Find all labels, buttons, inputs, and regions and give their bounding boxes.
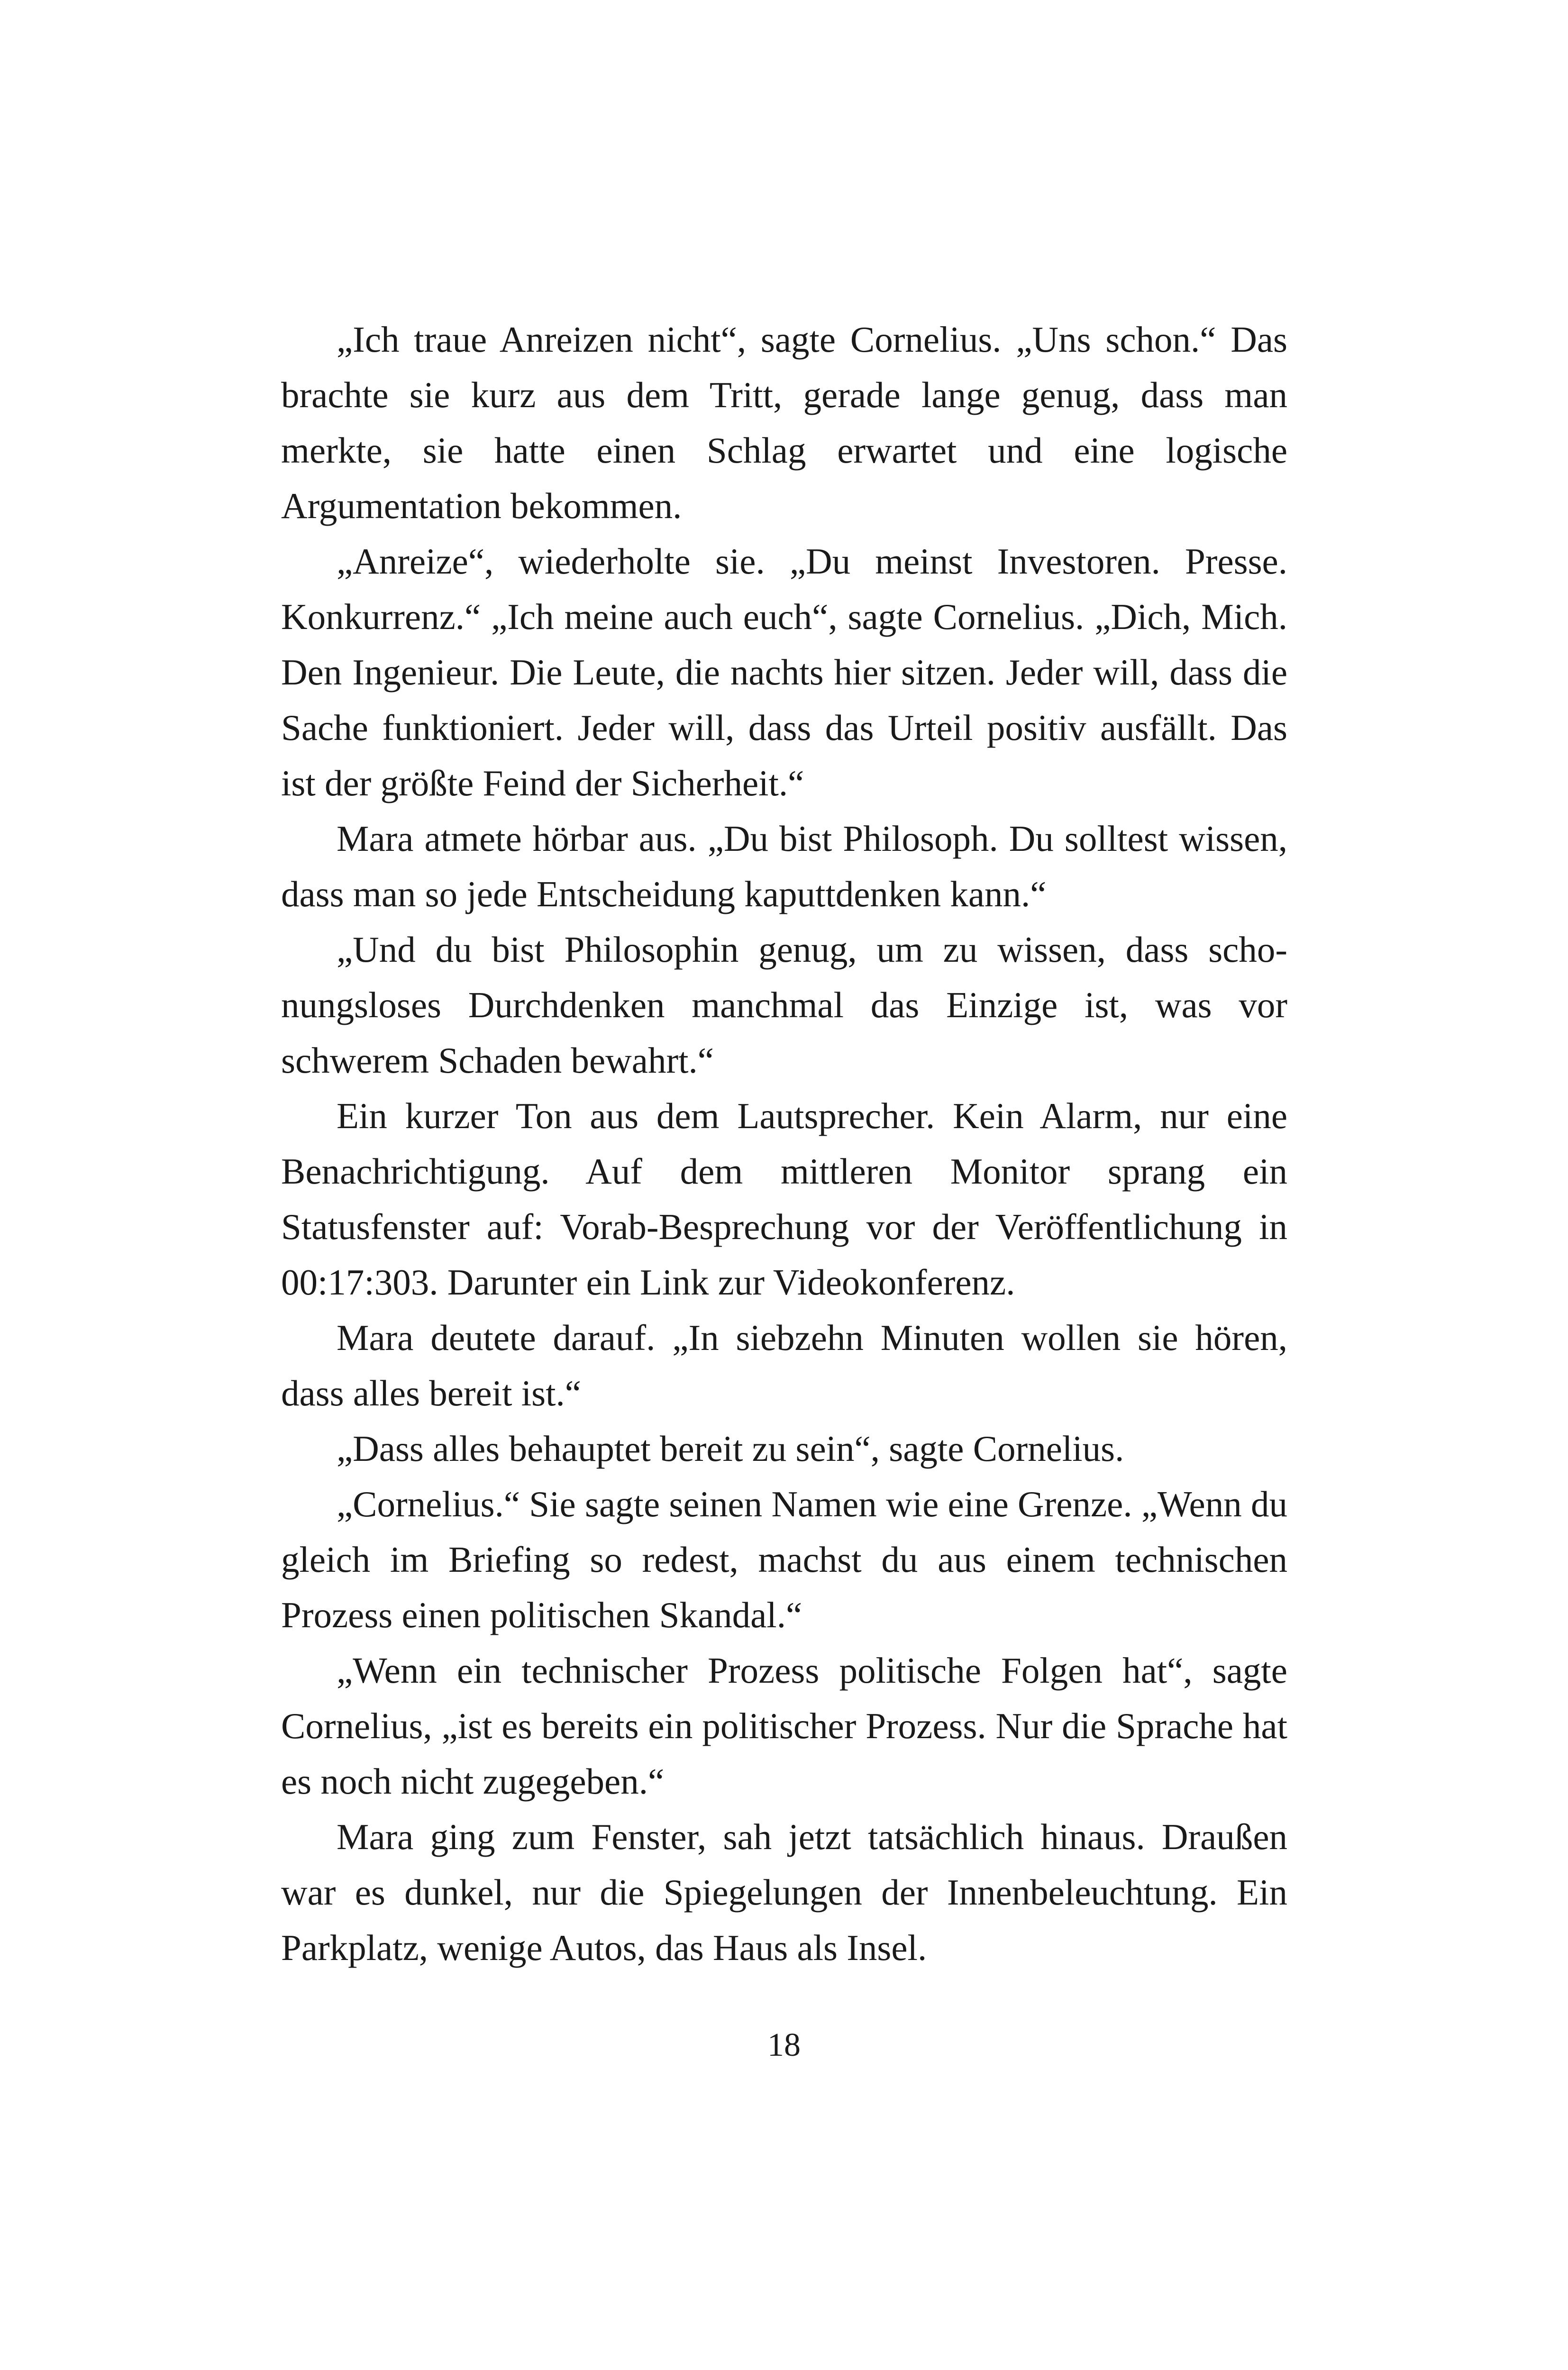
paragraph-3: Mara atmete hörbar aus. „Du bist Philosoph. Du solltest wissen, dass man so jede Entscheidung kaputtdenken kann.“ bbox=[281, 818, 1287, 914]
paragraph-8: „Cornelius.“ Sie sagte seinen Namen wie eine Grenze. „Wenn du gleich im Briefing so redest, machst du aus einem technischen Prozess einen politischen Skandal.“ bbox=[281, 1484, 1287, 1635]
paragraph-7: „Dass alles behauptet bereit zu sein“, sagte Cornelius. bbox=[337, 1428, 1124, 1469]
paragraph-5: Ein kurzer Ton aus dem Lautsprecher. Kein Alarm, nur eine Benachrichtigung. Auf dem mittleren Monitor sprang ein Statusfenster auf: Vorab-Besprechung vor der Veröffentlichung in 00:17:303. Darunter ein Link zur Videokonferenz. bbox=[281, 1095, 1287, 1303]
body-text bbox=[281, 312, 1287, 1976]
paragraph-6: Mara deutete darauf. „In siebzehn Minuten wollen sie hören, dass alles bereit ist.“ bbox=[281, 1317, 1287, 1413]
paragraph-2: „Anreize“, wiederholte sie. „Du meinst Investoren. Presse. Konkurrenz.“ „Ich meine auch euch“, sagte Cornelius. „Dich, Mich. Den Ingenieur. Die Leute, die nachts hier sitzen. Jeder will, dass die Sache funktioniert. Jeder will, dass das Urteil positiv ausfällt. Das ist der größte Feind der Sicherheit.“ bbox=[281, 541, 1287, 803]
paragraph-4: „Und du bist Philosophin genug, um zu wissen, dass schonungsloses Durchdenken manchmal das Einzige ist, was vor schwerem Schaden bewahrt.“ bbox=[281, 929, 1287, 1081]
paragraph-10: Mara ging zum Fenster, sah jetzt tatsächlich hinaus. Draußen war es dunkel, nur die Spiegelungen der Innenbeleuchtung. Ein Parkplatz, wenige Autos, das Haus als Insel. bbox=[281, 1816, 1287, 1968]
paragraph-1: „Ich traue Anreizen nicht“, sagte Cornelius. „Uns schon.“ Das brachte sie kurz aus dem Tritt, gerade lange genug, dass man merkte, sie hatte einen Schlag erwartet und eine logische Argumentation bekommen. bbox=[281, 319, 1287, 526]
paragraph-9: „Wenn ein technischer Prozess politische Folgen hat“, sagte Cornelius, „ist es bereits ein politischer Prozess. Nur die Sprache hat es noch nicht zugegeben.“ bbox=[281, 1650, 1287, 1802]
page-number: 18 bbox=[767, 2027, 801, 2063]
